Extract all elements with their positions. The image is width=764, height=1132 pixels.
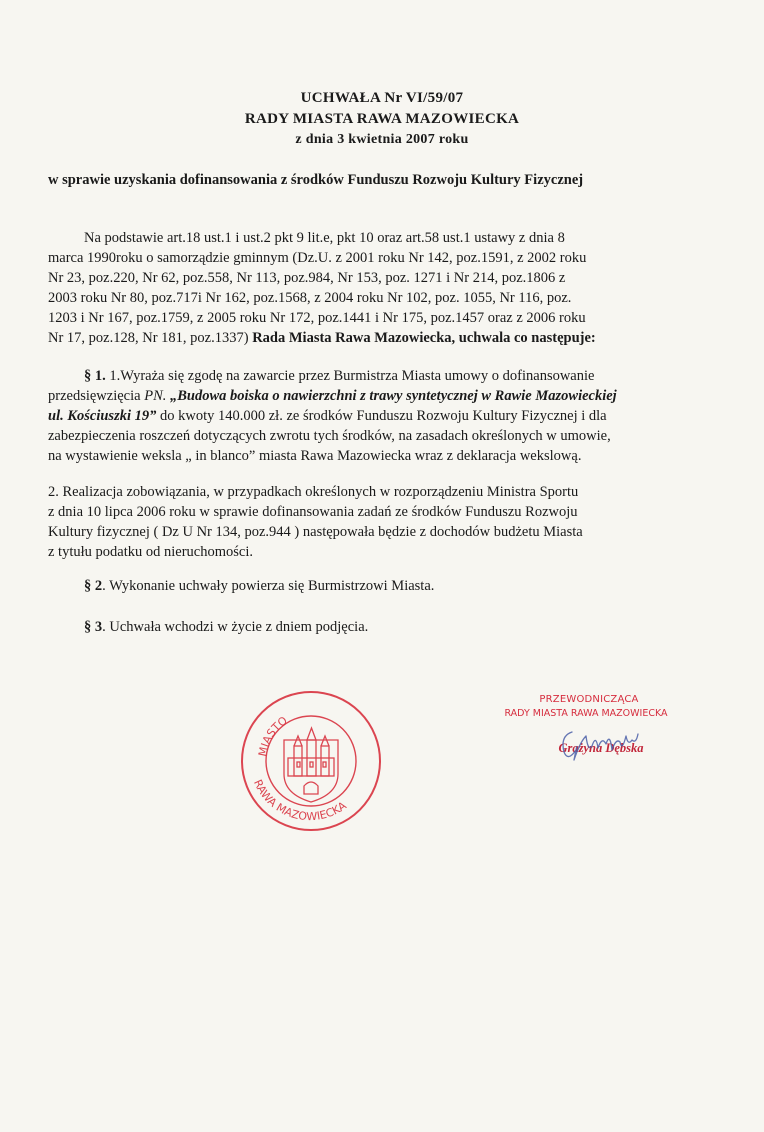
section-text: 1.Wyraża się zgodę na zawarcie przez Burmistrza Miasta umowy o dofinansowanie (105, 368, 595, 384)
section-line: zabezpieczenia roszczeń dotyczących zwrotu tych środków, na zasadach określonych w umowie, (48, 428, 611, 444)
basis-line: 2003 roku Nr 80, poz.717i Nr 162, poz.1568, z 2004 roku Nr 102, poz. 1055, Nr 116, poz. (48, 290, 572, 306)
point-2-paragraph (48, 482, 688, 562)
basis-text: Nr 17, poz.128, Nr 181, poz.1337) (48, 330, 253, 346)
council-title: RADY MIASTA RAWA MAZOWIECKA (504, 708, 668, 719)
resolution-number: UCHWAŁA Nr VI/59/07 (300, 90, 464, 106)
council-name: RADY MIASTA RAWA MAZOWIECKA (244, 111, 520, 127)
handwritten-signature-icon (558, 722, 648, 772)
section-2-text: . Wykonanie uchwały powierza się Burmistrzowi Miasta. (102, 578, 435, 594)
seal-top-text: MIASTO (256, 713, 290, 758)
section-line (48, 366, 688, 386)
point-line: 2. Realizacja zobowiązania, w przypadkach określonych w rozporządzeniu Ministra Sportu (48, 484, 579, 500)
section-2-mark: § 2 (84, 578, 103, 594)
basis-line (48, 328, 688, 348)
basis-line: Na podstawie art.18 ust.1 i ust.2 pkt 9 lit.e, pkt 10 oraz art.58 ust.1 ustawy z dnia 8 (84, 230, 565, 246)
basis-line: marca 1990roku o samorządzie gminnym (Dz.U. z 2001 roku Nr 142, poz.1591, z 2002 roku (48, 250, 587, 266)
section-3-paragraph (84, 617, 724, 637)
section-3-mark: § 3 (84, 619, 103, 635)
legal-basis-paragraph (48, 228, 688, 348)
point-line: Kultury fizycznej ( Dz U Nr 134, poz.944 ) następowała będzie z dochodów budżetu Miasta (48, 524, 583, 540)
resolution-date: z dnia 3 kwietnia 2007 roku (295, 132, 469, 147)
section-1-paragraph (48, 366, 688, 466)
section-text: do kwoty 140.000 zł. ze środków Funduszu Rozwoju Kultury Fizycznej i dla (156, 408, 607, 424)
section-3-text: . Uchwała wchodzi w życie z dniem podjęcia. (102, 619, 369, 635)
chairperson-title: PRZEWODNICZĄCA (539, 694, 639, 705)
chairperson-name: Grażyna Dębska (558, 741, 644, 755)
city-seal-stamp (240, 690, 382, 832)
point-line: z tytułu podatku od nieruchomości. (48, 544, 253, 560)
basis-line: Nr 23, poz.220, Nr 62, poz.558, Nr 113, poz.984, Nr 153, poz. 1271 i Nr 214, poz.1806 z (48, 270, 566, 286)
section-line (48, 386, 688, 406)
project-name: „Budowa boiska o nawierzchni z trawy syntetycznej w Rawie Mazowieckiej (170, 388, 617, 404)
section-1-mark: § 1. (84, 368, 106, 384)
section-2-paragraph (84, 576, 724, 596)
seal-bottom-text: RAWA MAZOWIECKA (251, 777, 349, 824)
section-line: na wystawienie weksla „ in blanco” miasta Rawa Mazowiecka wraz z deklaracja wekslową. (48, 448, 582, 464)
section-text: przedsięwzięcia (48, 388, 145, 404)
project-address: ul. Kościuszki 19” (48, 408, 157, 424)
basis-line: 1203 i Nr 167, poz.1759, z 2005 roku Nr 172, poz.1441 i Nr 175, poz.1457 oraz z 2006 roku (48, 310, 586, 326)
section-text-italic: PN. (144, 388, 170, 404)
council-resolves-text: Rada Miasta Rawa Mazowiecka, uchwala co następuje: (252, 330, 596, 346)
point-line: z dnia 10 lipca 2006 roku w sprawie dofinansowania zadań ze środków Funduszu Rozwoju (48, 504, 578, 520)
coat-of-arms-icon (284, 728, 338, 802)
section-line (48, 406, 688, 426)
resolution-subject: w sprawie uzyskania dofinansowania z środków Funduszu Rozwoju Kultury Fizycznej (48, 172, 584, 188)
